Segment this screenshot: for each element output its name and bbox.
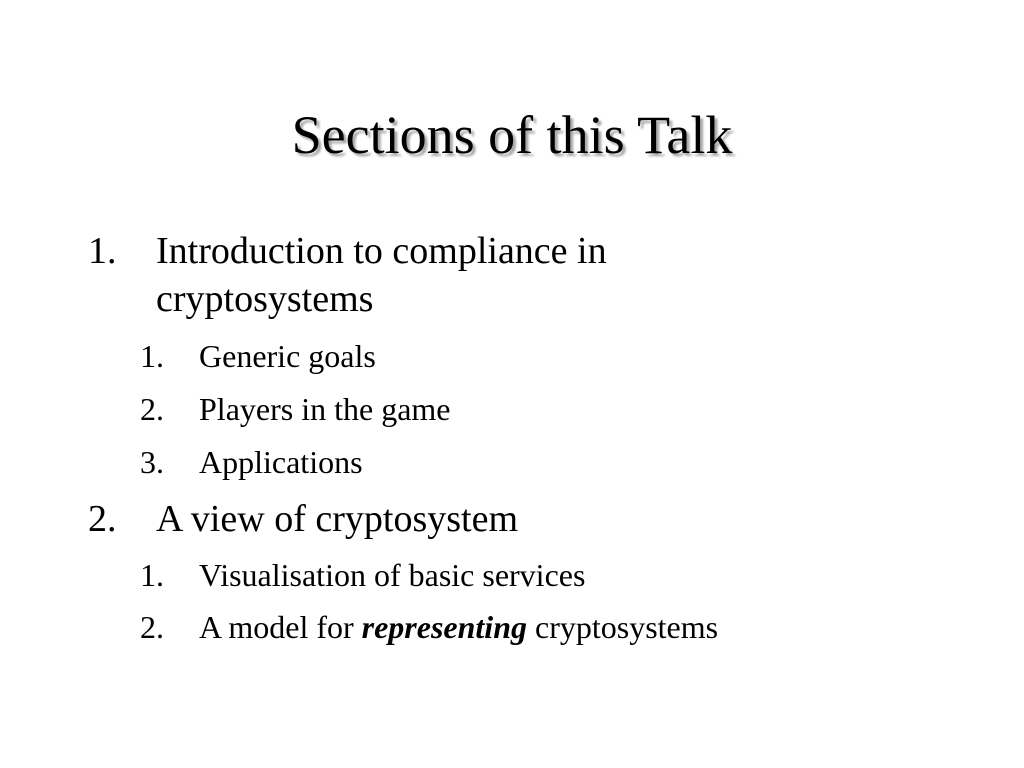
sub-list-item — [140, 442, 940, 482]
list-item — [88, 495, 788, 543]
list-item-text — [156, 227, 788, 323]
sub-list-number: 2. — [140, 609, 164, 645]
sub-list-item-text: Visualisation of basic services — [199, 557, 586, 593]
list-number: 2. — [88, 498, 117, 540]
sub-list-item-text: Generic goals — [199, 338, 376, 374]
sub-list-number: 1. — [140, 338, 164, 374]
sub-list-number: 1. — [140, 557, 164, 593]
text-plain: A model for — [199, 609, 362, 645]
sub-list-number: 3. — [140, 444, 164, 480]
list-item — [88, 227, 788, 323]
sub-list-item — [140, 389, 940, 429]
sub-list-item — [140, 555, 940, 595]
sub-list-item-text: Applications — [199, 444, 363, 480]
list-number: 1. — [88, 230, 117, 272]
sub-list-item-text: Players in the game — [199, 391, 451, 427]
sub-list-item — [140, 336, 940, 376]
sub-list-number: 2. — [140, 391, 164, 427]
list-item-line: cryptosystems — [156, 278, 374, 320]
sub-list-item-text — [199, 607, 940, 647]
sub-list-item — [140, 607, 940, 647]
emphasized-text: representing — [361, 609, 527, 645]
list-item-text: A view of cryptosystem — [156, 498, 519, 540]
slide-title: Sections of this Talk — [291, 105, 733, 165]
list-item-line: Introduction to compliance in — [156, 230, 607, 272]
text-plain: cryptosystems — [526, 609, 719, 645]
